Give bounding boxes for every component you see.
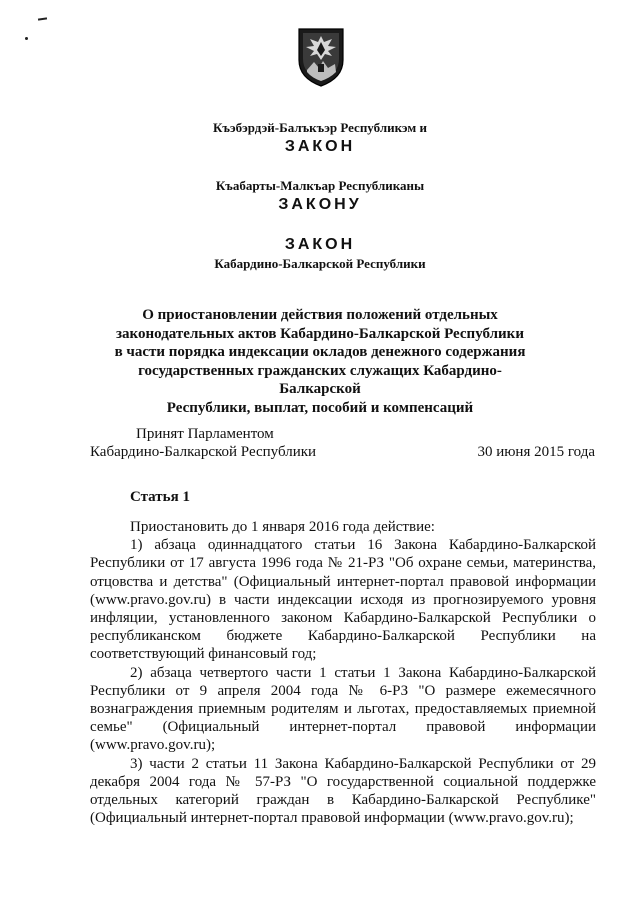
article-paragraph: 2) абзаца четвертого части 1 статьи 1 Закона Кабардино-Балкарской Республики от 9 апреля 2004 года № 6-РЗ "О размере ежемесячного вознаграждения приемным родителям и льготах, предоставляемых приемной семье" (Официальный интернет-портал правовой информации (www.pravo.gov.ru); [90,664,596,754]
zakon-kabardian: ЗАКОН [284,138,356,155]
scan-speck [38,17,47,20]
kabardian-republic-line: Къэбэрдэй-Балъкъэр Республикэм и [212,120,428,135]
zakon-balkar: ЗАКОНУ [278,196,362,213]
russian-republic-line: Кабардино-Балкарской Республики [214,256,426,271]
article-paragraph: 1) абзаца одиннадцатого статьи 16 Закона Кабардино-Балкарской Республики от 17 августа 1996 года № 21-РЗ "Об охране семьи, материнства, отцовства и детства" (Официальный интернет-портал правовой информации (www.pravo.gov.ru) в части индексации исходя из прогнозируемого уровня инфляции, установленного законом Кабардино-Балкарской Республики о республиканском бюджете Кабардино-Балкарской Республики на соответствующий финансовый год; [90,537,596,663]
article-paragraph: 3) части 2 статьи 11 Закона Кабардино-Балкарской Республики от 29 декабря 2004 года № 57-РЗ "О государственной социальной поддержке отдельных категорий граждан в Кабардино-Балкарской Республике" (Официальный интернет-портал правовой информации (www.pravo.gov.ru); [90,755,596,827]
parliament-name: Кабардино-Балкарской Республики [90,444,317,460]
law-title-line: в части порядка индексации окладов денежного содержания [114,344,526,360]
balkar-republic-line: Къабарты-Малкъар Республиканы [215,178,425,193]
scan-speck [25,37,28,40]
coat-of-arms-icon [296,26,346,88]
adoption-date: 30 июня 2015 года [477,444,595,460]
law-title-line: законодательных актов Кабардино-Балкарской Республики [116,325,524,342]
article-heading: Статья 1 [130,489,190,505]
zakon-russian: ЗАКОН [284,236,356,253]
article-body [90,518,596,827]
article-paragraph: Приостановить до 1 января 2016 года действие: [130,519,435,535]
law-title-line: государственных гражданских служащих Кабардино-Балкарской [138,362,502,397]
law-title-line: Республики, выплат, пособий и компенсаций [166,399,474,416]
law-title-line: О приостановлении действия положений отдельных [142,307,498,323]
law-title [110,306,530,417]
adopted-by-line: Принят Парламентом [136,426,274,442]
